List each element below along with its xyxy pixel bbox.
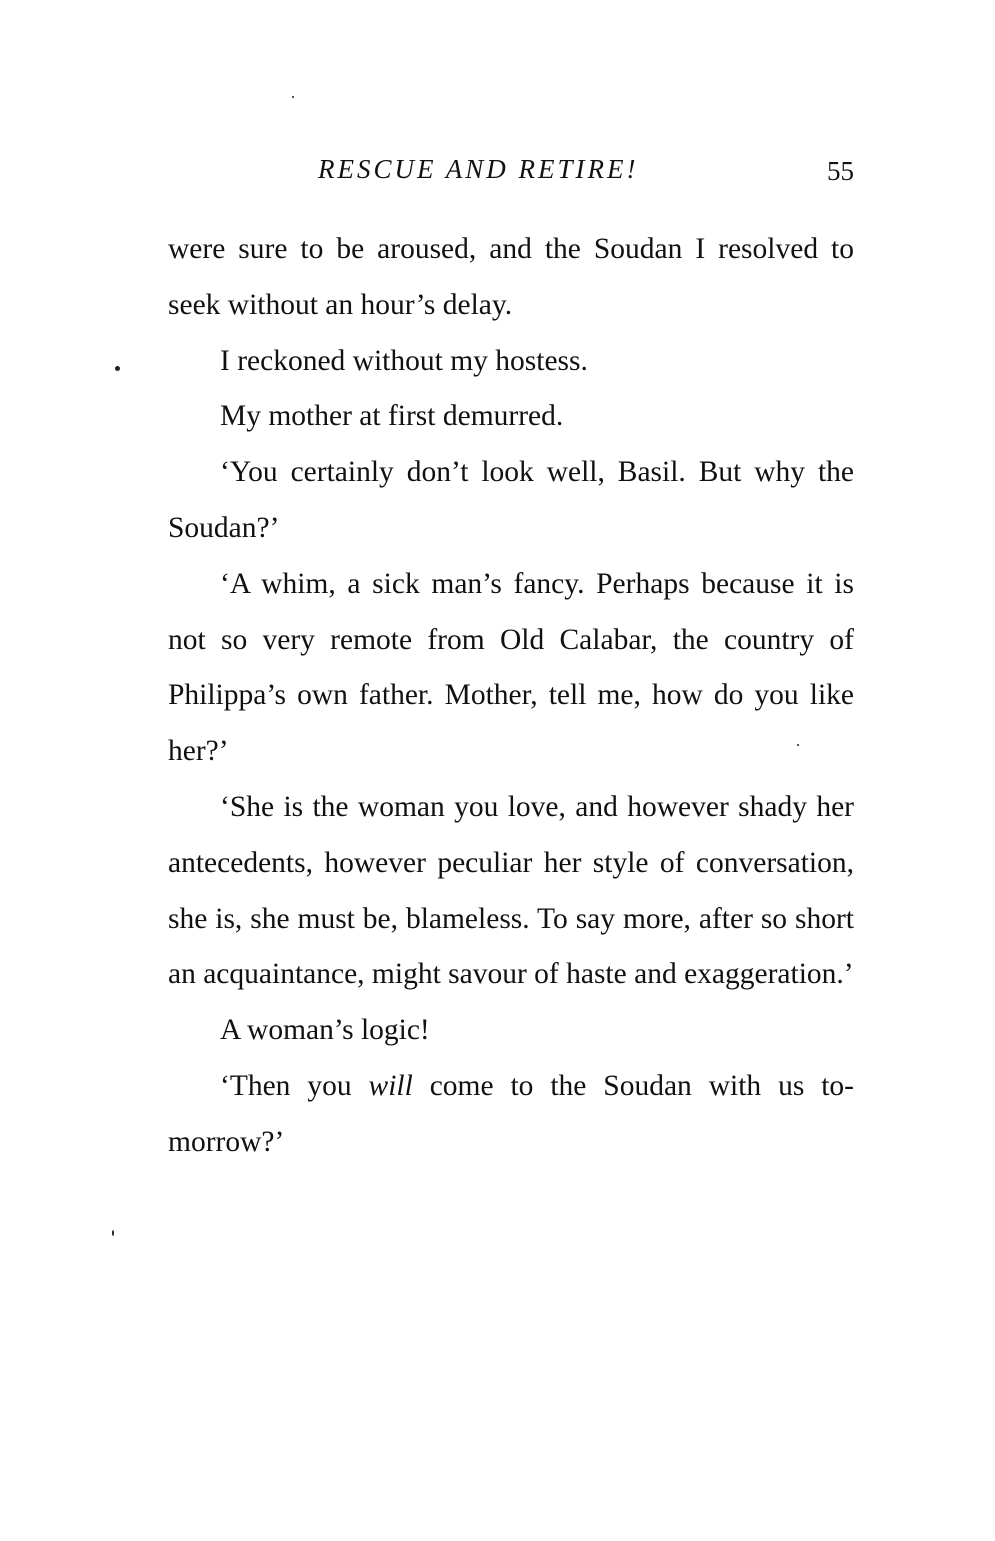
paragraph-8 — [168, 1059, 854, 1171]
paragraph-3: My mother at first demurred. — [220, 400, 564, 433]
paragraph-7: A woman’s logic! — [220, 1014, 430, 1047]
scan-speck — [112, 1230, 114, 1236]
body-text — [168, 222, 854, 1171]
page-number: 55 — [827, 156, 854, 186]
paragraph-5: ‘A whim, a sick man’s fancy. Perhaps because it is not so very remote from Old Calabar, the country of Philippa’s own father. Mother, tell me, how do you like her?’ — [168, 567, 854, 768]
scan-speck — [292, 96, 294, 98]
paragraph-2: I reckoned without my hostess. — [220, 344, 588, 377]
paragraph-8-emphasis: will — [368, 1069, 413, 1102]
running-title: RESCUE AND RETIRE! — [318, 154, 639, 184]
running-head — [168, 150, 854, 194]
paragraph-8-start: ‘Then you — [220, 1069, 369, 1102]
scan-speck — [797, 744, 799, 746]
paragraph-4: ‘You certainly don’t look well, Basil. But why the Soudan?’ — [168, 456, 854, 544]
paragraph-8-end: come to the Soudan with us to-morrow?’ — [168, 1069, 854, 1158]
paragraph-6: ‘She is the woman you love, and however shady her antecedents, however peculiar her style of conversation, she is, she must be, blameless. To say more, after so short an acquaintance, might savour of haste and exaggeration.’ — [168, 790, 854, 991]
paragraph-1: were sure to be aroused, and the Soudan I resolved to seek without an hour’s delay. — [168, 233, 854, 321]
scan-speck — [115, 366, 120, 371]
